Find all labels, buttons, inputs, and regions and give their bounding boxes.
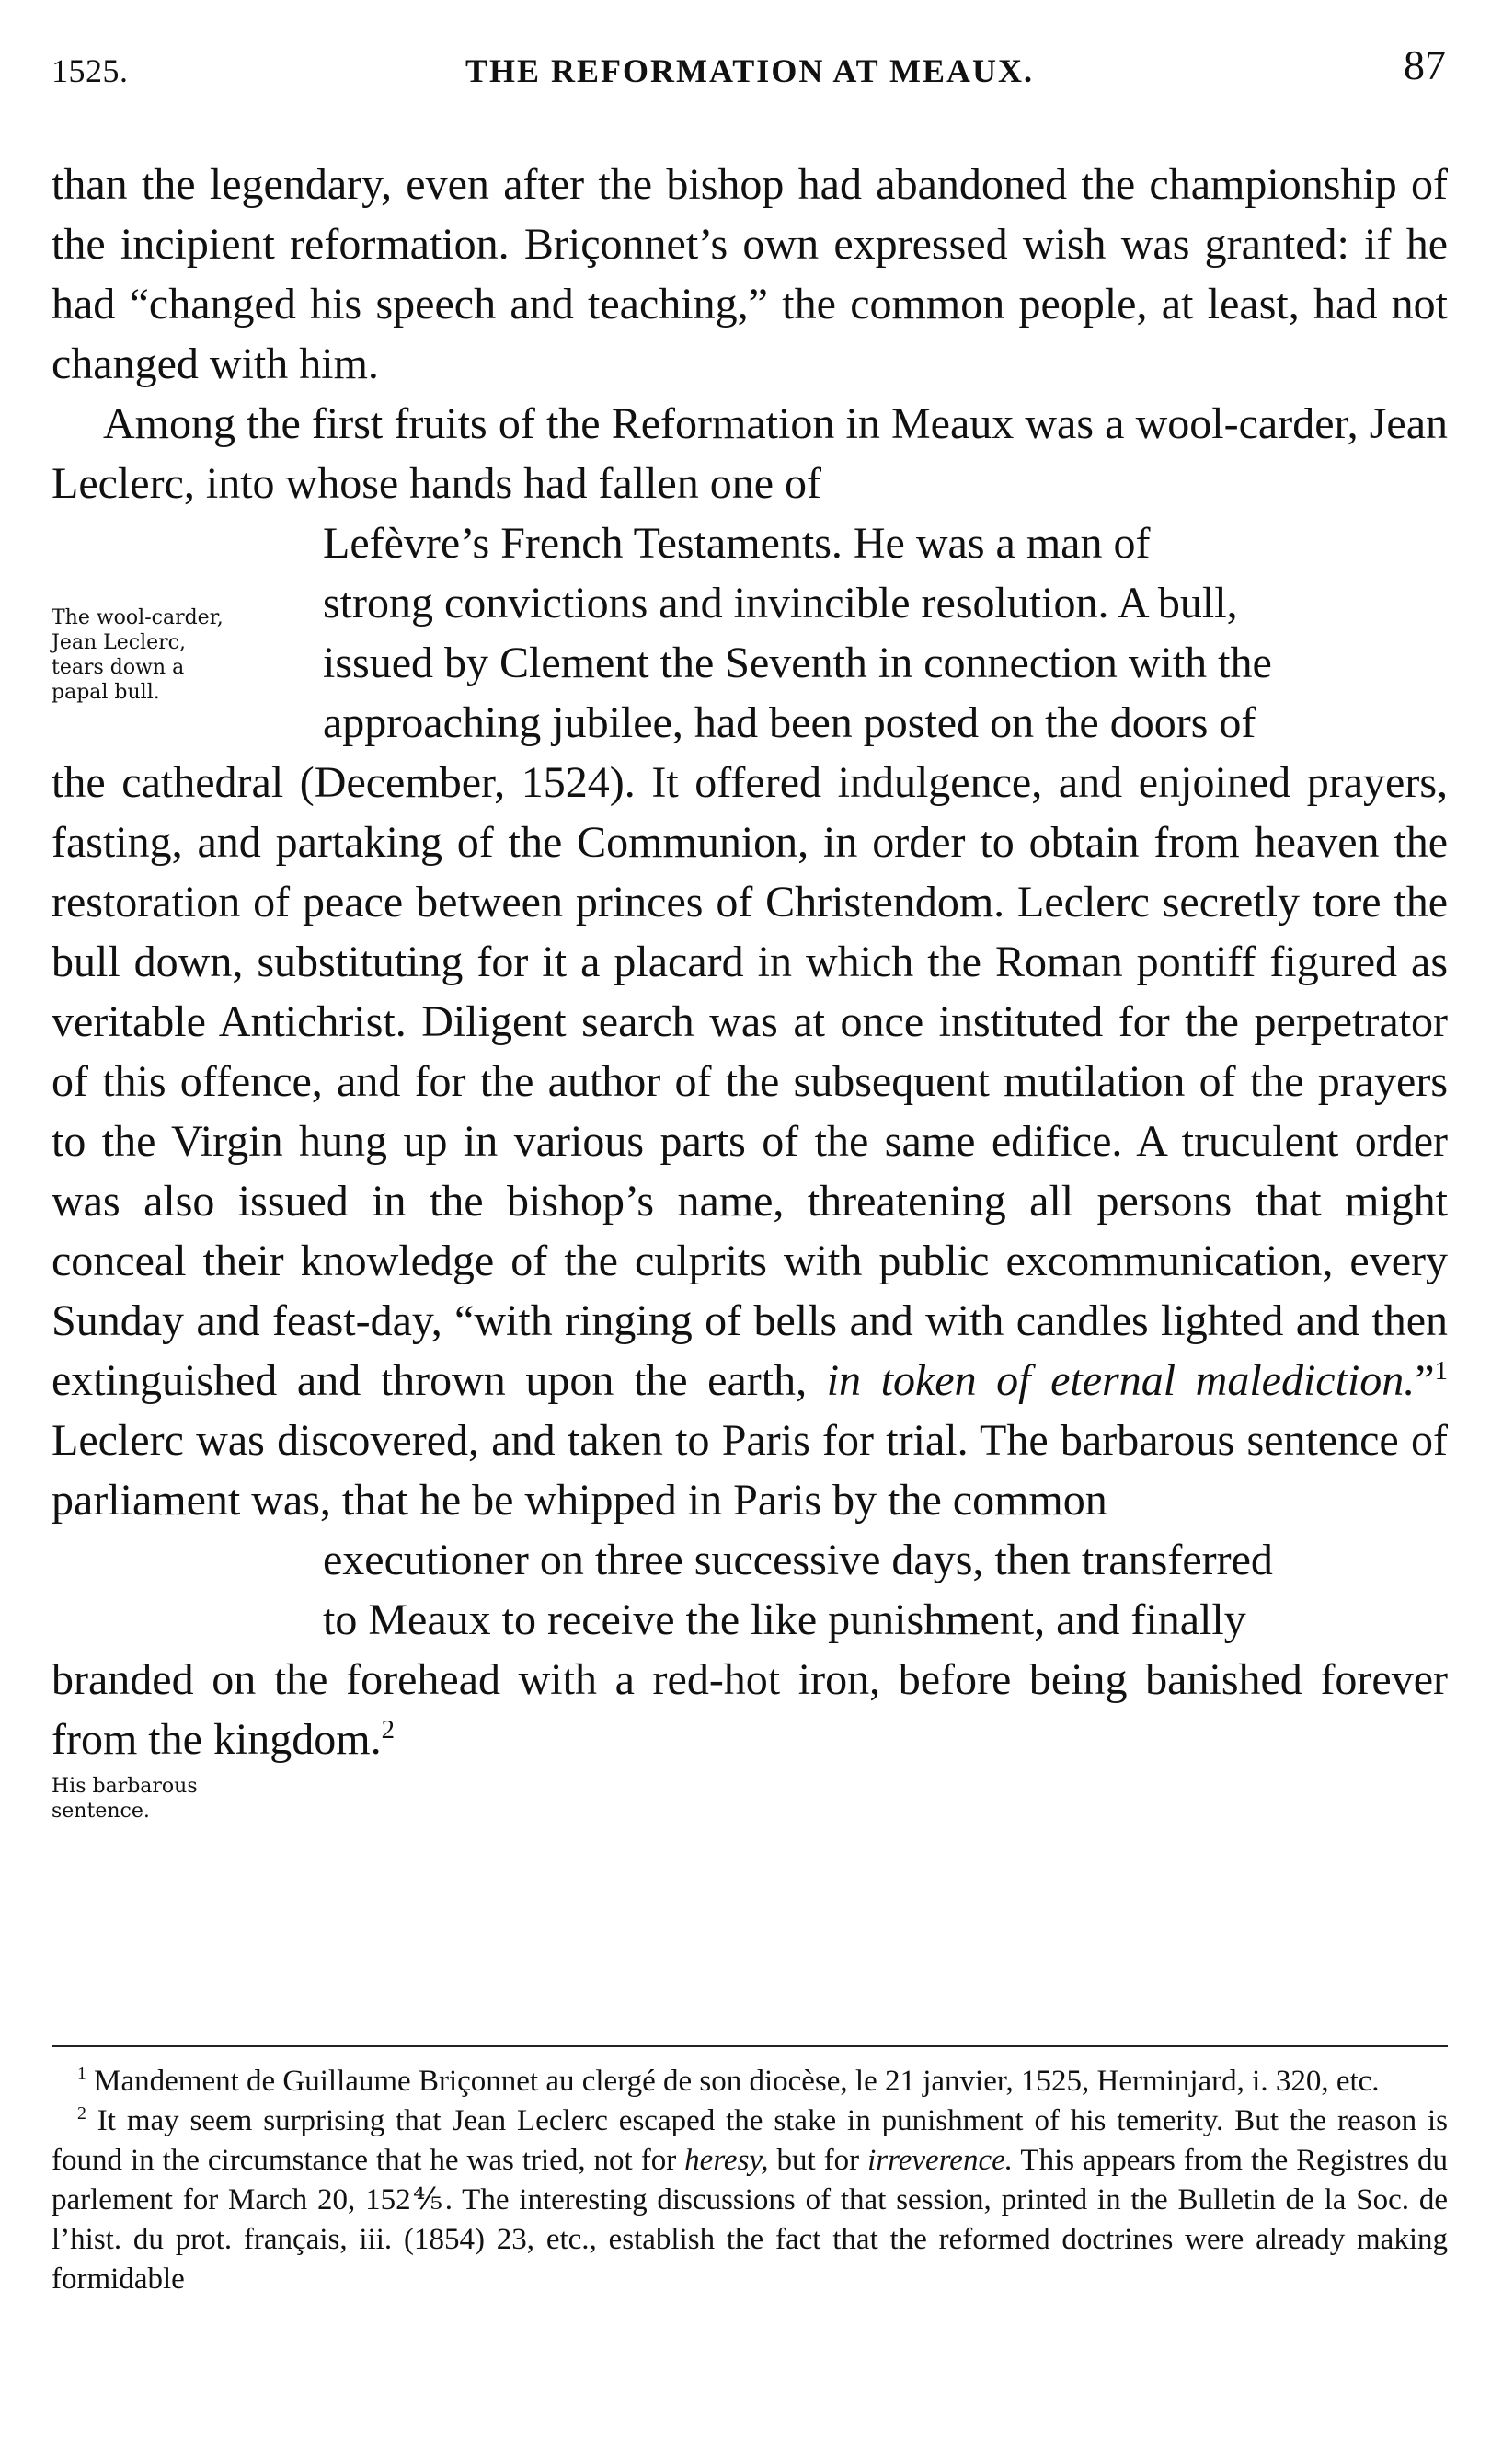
paragraph-2-part-i: to Meaux to receive the like punishment, and finally [323,1595,1246,1644]
paragraph-2-part-h: executioner on three successive days, then transferred [323,1536,1273,1584]
footnote-1-text: Mandement de Guillaume Briçonnet au clergé de son diocèse, le 21 janvier, 1525, Herminjard, i. 320, etc. [94,2065,1380,2098]
paragraph-2-part-c: strong convictions and invincible resolution. A bull, [323,579,1238,628]
italic-phrase: in token of eternal malediction. [826,1356,1416,1405]
footnote-2-mark: 2 [77,2103,86,2124]
footnote-ref-1: 1 [1434,1356,1449,1386]
page [52,35,1448,2427]
margin-note-leclerc: The wool-carder, Jean Leclerc, tears down a papal bull. [52,606,224,704]
body-text [52,155,1448,1769]
paragraph-2-part-e: approaching jubilee, had been posted on the doors of [323,698,1256,747]
paragraph-1: than the legendary, even after the bishop had abandoned the championship of the incipient reformation. Briçonnet’s own expressed wish was granted: if he had “changed his speech and teaching,” the common people, at least, had not changed with him. [52,160,1448,388]
paragraph-2-part-d: issued by Clement the Seventh in connection with the [323,639,1272,687]
paragraph-2-part-a: Among the first fruits of the Reformation in Meaux was a wool-carder, Jean Leclerc, into whose hands had fallen one of [52,399,1448,508]
footnote-2-part-b: but for [776,2144,860,2177]
footnote-2-heresy: heresy, [684,2144,769,2177]
paragraph-2-part-j: branded on the forehead with a red-hot iron, before being banished forever from the kingdom. [52,1655,1448,1764]
footnote-ref-2: 2 [381,1715,396,1744]
page-header [52,35,1448,99]
footnotes [52,2062,1448,2299]
footnote-2-irreverence: irreverence. [867,2144,1014,2177]
header-year: 1525. [52,52,129,89]
footnote-1 [52,2062,1448,2101]
margin-note-sentence: His barbarous sentence. [52,1775,198,1823]
paragraph-2-part-f: the cathedral (December, 1524). It offered indulgence, and enjoined prayers, fasting, and partaking of the Communion, in order to obtain from heaven the restoration of peace between princes of Christendom. Leclerc secretly tore the bull down, substituting for it a placard in which the Roman pontiff figured as veritable Antichrist. Diligent search was at once instituted for the perpetrator of this offence, and for the author of the subsequent mutilation of the prayers to the Virgin hung up in various parts of the same edifice. A truculent order was also issued in the bishop’s name, threatening all persons that might conceal their knowledge of the culprits with public excommunication, every Sunday and feast-day, “with ringing of bells and with candles lighted and then extinguished and thrown upon the earth, [52,758,1448,1405]
running-title: THE REFORMATION AT MEAUX. [465,52,1035,89]
footnote-2-part-a: It may seem surprising that Jean Leclerc escaped the stake in punishment of his temerity. But the reason is found in the circumstance that he was tried, not for [52,2104,1448,2177]
paragraph-2-part-b: Lefèvre’s French Testaments. He was a man of [323,519,1151,568]
paragraph-2 [52,394,1448,1769]
page-number: 87 [1404,41,1446,88]
footnote-1-mark: 1 [77,2064,86,2084]
footnote-divider [52,2045,1448,2047]
footnote-2-part-c: This appears from the Registres du parlement for March 20, 152⅘. The interesting discussions of that session, printed in the Bulletin de la Soc. de l’hist. du prot. français, iii. (1854) 23, etc., establish the fact that the reformed doctrines were already making formidable [52,2144,1449,2296]
footnote-2 [52,2101,1448,2299]
closing-quote: ” [1415,1356,1435,1405]
paragraph-2-part-g: Leclerc was discovered, and taken to Paris for trial. The barbarous sentence of parliament was, that he be whipped in Paris by the common [52,1416,1448,1525]
